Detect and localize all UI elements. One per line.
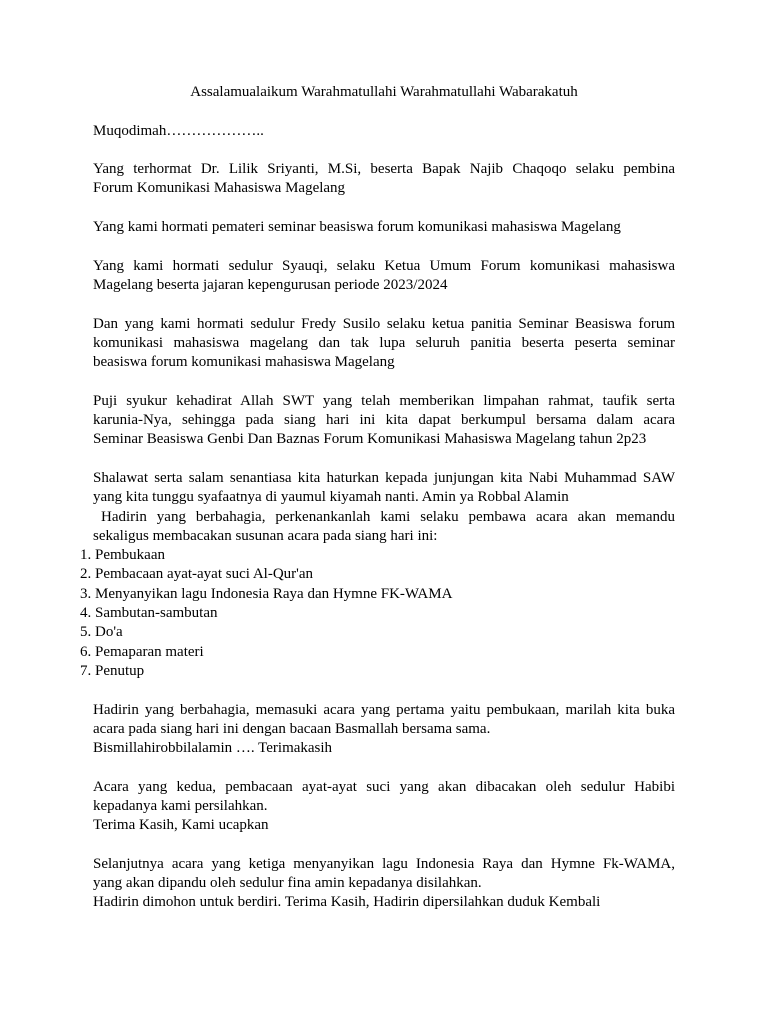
paragraph-shalawat xyxy=(93,469,675,546)
paragraph-anthem xyxy=(93,855,675,913)
intro-line: Muqodimah……………….. xyxy=(93,122,264,139)
agenda-item: 2. Pembacaan ayat-ayat suci Al-Qur'an xyxy=(80,566,314,583)
text-line: beasiswa forum komunikasi mahasiswa Magelang xyxy=(93,354,395,371)
text-line: Forum Komunikasi Mahasiswa Magelang xyxy=(93,180,346,197)
paragraph-committee xyxy=(93,315,675,373)
intro-paragraph xyxy=(93,122,675,141)
agenda-list xyxy=(80,546,675,681)
text-line: Seminar Beasiswa Genbi Dan Baznas Forum Komunikasi Mahasiswa Magelang tahun 2p23 xyxy=(93,431,647,448)
agenda-item: 5. Do'a xyxy=(80,624,123,641)
text-line: karunia-Nya, sehingga pada siang hari ini kita dapat berkumpul bersama dalam acara xyxy=(93,412,675,429)
text-line: kepadanya kami persilahkan. xyxy=(93,797,268,814)
paragraph-honored-guests xyxy=(93,160,675,199)
text-line: Puji syukur kehadirat Allah SWT yang telah memberikan limpahan rahmat, taufik serta xyxy=(93,392,675,409)
text-line: Dan yang kami hormati sedulur Fredy Susilo selaku ketua panitia Seminar Beasiswa forum xyxy=(93,315,675,332)
text-line: Yang kami hormati pemateri seminar beasiswa forum komunikasi mahasiswa Magelang xyxy=(93,219,621,236)
paragraph-opening xyxy=(93,701,675,759)
text-line: Magelang beserta jajaran kepengurusan periode 2023/2024 xyxy=(93,276,448,293)
text-line: yang kita tunggu syafaatnya di yaumul kiyamah nanti. Amin ya Robbal Alamin xyxy=(93,489,569,506)
agenda-item: 3. Menyanyikan lagu Indonesia Raya dan Hymne FK-WAMA xyxy=(80,585,453,602)
text-line: yang akan dipandu oleh sedulur fina amin kepadanya disilahkan. xyxy=(93,875,482,892)
text-line: Bismillahirobbilalamin …. Terimakasih xyxy=(93,740,333,757)
paragraph-quran-recitation xyxy=(93,778,675,836)
text-line: Yang kami hormati sedulur Syauqi, selaku Ketua Umum Forum komunikasi mahasiswa xyxy=(93,257,675,274)
greeting-heading: Assalamualaikum Warahmatullahi Warahmatullahi Wabarakatuh xyxy=(190,84,578,100)
text-line: Hadirin dimohon untuk berdiri. Terima Kasih, Hadirin dipersilahkan duduk Kembali xyxy=(93,894,601,911)
text-line: Acara yang kedua, pembacaan ayat-ayat suci yang akan dibacakan oleh sedulur Habibi xyxy=(93,778,675,795)
text-line: sekaligus membacakan susunan acara pada siang hari ini: xyxy=(93,527,438,544)
text-line: acara pada siang hari ini dengan bacaan Basmallah bersama sama. xyxy=(93,720,491,737)
paragraph-chairman xyxy=(93,257,675,296)
agenda-item: 1. Pembukaan xyxy=(80,547,165,564)
paragraph-speakers xyxy=(93,218,675,237)
text-line: Hadirin yang berbahagia, memasuki acara yang pertama yaitu pembukaan, marilah kita buka xyxy=(93,701,675,718)
text-line: Hadirin yang berbahagia, perkenankanlah kami selaku pembawa acara akan memandu xyxy=(101,508,675,525)
text-line: Terima Kasih, Kami ucapkan xyxy=(93,817,269,834)
agenda-item: 7. Penutup xyxy=(80,662,145,679)
text-line: komunikasi mahasiswa magelang dan tak lupa seluruh panitia beserta peserta seminar xyxy=(93,334,675,351)
document-page xyxy=(80,83,675,932)
text-line: Shalawat serta salam senantiasa kita haturkan kepada junjungan kita Nabi Muhammad SAW xyxy=(93,469,675,486)
text-line: Yang terhormat Dr. Lilik Sriyanti, M.Si, beserta Bapak Najib Chaqoqo selaku pembina xyxy=(93,161,675,178)
text-line: Selanjutnya acara yang ketiga menyanyikan lagu Indonesia Raya dan Hymne Fk-WAMA, xyxy=(93,855,675,872)
agenda-item: 4. Sambutan-sambutan xyxy=(80,605,218,622)
paragraph-gratitude xyxy=(93,392,675,450)
agenda-item: 6. Pemaparan materi xyxy=(80,643,204,660)
